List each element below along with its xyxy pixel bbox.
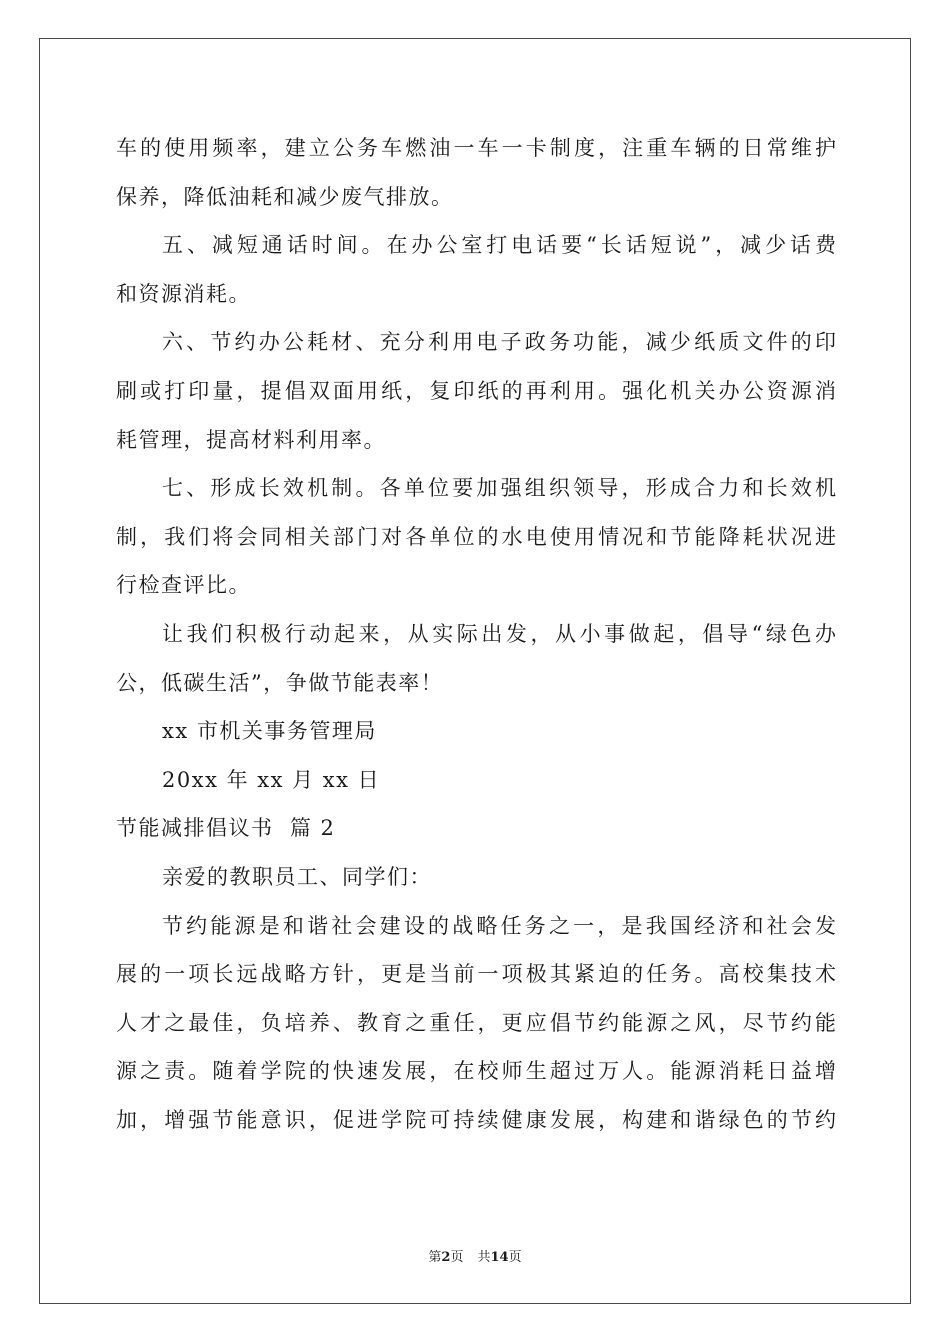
text-line: 加，增强节能意识，促进学院可持续健康发展，构建和谐绿色的节约 <box>116 1107 836 1132</box>
text-line: 节约能源是和谐社会建设的战略任务之一，是我国经济和社会发 <box>162 913 836 938</box>
text-line: 展的一项长远战略方针，更是当前一项极其紧迫的任务。高校集技术 <box>116 962 836 987</box>
text-line: 七、形成长效机制。各单位要加强组织领导，形成合力和长效机 <box>162 476 836 501</box>
signature-organization: xx 市机关事务管理局 <box>162 719 377 744</box>
page-suffix: 页 <box>450 1250 464 1265</box>
salutation: 亲爱的教职员工、同学们： <box>162 864 432 889</box>
signature-date: 20xx 年 xx 月 xx 日 <box>162 767 381 792</box>
text-line: 保养，降低油耗和减少废气排放。 <box>116 184 454 209</box>
text-line: 行检查评比。 <box>116 573 251 598</box>
text-line: 五、减短通话时间。在办公室打电话要“长话短说”，减少话费 <box>162 233 836 258</box>
text-line: 公，低碳生活”，争做节能表率！ <box>116 670 444 695</box>
text-line: 车的使用频率，建立公务车燃油一车一卡制度，注重车辆的日常维护 <box>116 136 836 160</box>
text-line: 人才之最佳，负培养、教育之重任，更应倡节约能源之风，尽节约能 <box>116 1010 836 1035</box>
text-line: 和资源消耗。 <box>116 281 251 306</box>
text-line: 让我们积极行动起来，从实际出发，从小事做起，倡导“绿色办 <box>162 621 836 646</box>
page-prefix: 第 <box>428 1250 442 1265</box>
total-prefix: 共 <box>477 1250 491 1265</box>
text-line: 制，我们将会同相关部门对各单位的水电使用情况和节能降耗状况进 <box>116 524 836 549</box>
text-line: 六、节约办公耗材、充分利用电子政务功能，减少纸质文件的印 <box>162 330 836 355</box>
total-pages: 14 <box>490 1250 509 1265</box>
document-body <box>116 124 836 1144</box>
text-line: 耗管理，提高材料利用率。 <box>116 427 386 452</box>
section-heading: 节能减排倡议书 篇 2 <box>116 816 336 841</box>
page-number: 2 <box>441 1250 451 1265</box>
page-footer <box>0 1246 950 1265</box>
total-suffix: 页 <box>508 1250 522 1265</box>
text-line: 源之责。随着学院的快速发展，在校师生超过万人。能源消耗日益增 <box>116 1059 836 1084</box>
text-line: 刷或打印量，提倡双面用纸，复印纸的再利用。强化机关办公资源消 <box>116 378 836 403</box>
